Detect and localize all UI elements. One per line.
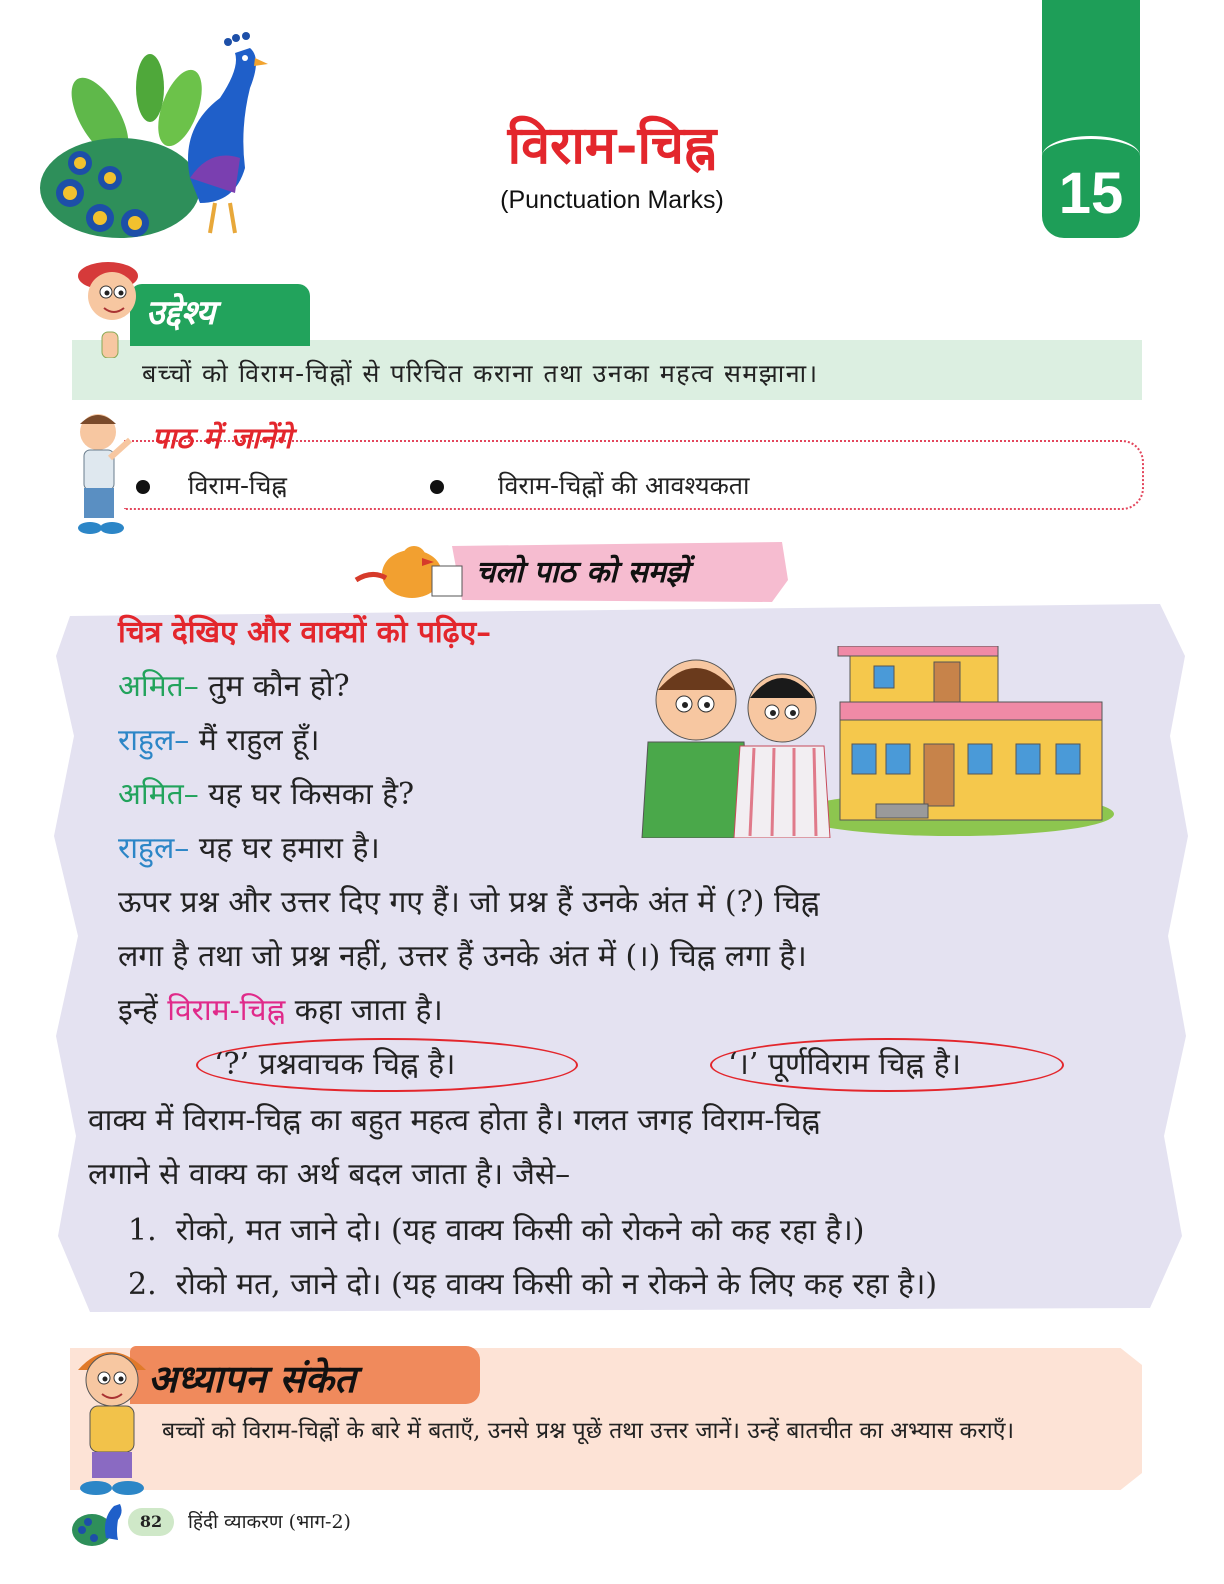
learn-item: विराम-चिह्न xyxy=(188,471,287,500)
understand-heading: चलो पाठ को समझें xyxy=(476,555,689,590)
paragraph-line xyxy=(118,988,443,1029)
teacher-note-boy-illustration xyxy=(70,1340,154,1496)
example-item xyxy=(128,1208,864,1249)
page-number: 82 xyxy=(139,1512,163,1531)
highlighted-term: विराम-चिह्न xyxy=(167,993,286,1028)
boy-mascot-illustration xyxy=(72,258,150,358)
dialogue-line xyxy=(118,664,350,705)
learn-heading: पाठ में जानेंगे xyxy=(152,421,292,455)
learn-item: विराम-चिह्नों की आवश्यकता xyxy=(498,471,750,500)
speaker-label: राहुल– xyxy=(118,723,190,758)
boys-and-house-illustration xyxy=(624,646,1114,838)
dialogue-text: मैं राहुल हूँ। xyxy=(198,723,320,758)
example-number: 2. xyxy=(128,1267,157,1302)
paragraph-line: वाक्य में विराम-चिह्न का बहुत महत्व होता है। गलत जगह विराम-चिह्न xyxy=(88,1103,821,1138)
dialogue-text: यह घर किसका है? xyxy=(208,777,415,812)
dialogue-text: यह घर हमारा है। xyxy=(198,831,380,866)
paragraph-line: ऊपर प्रश्न और उत्तर दिए गए हैं। जो प्रश्न हैं उनके अंत में (?) चिह्न xyxy=(118,885,820,920)
chapter-title: विराम-चिह्न xyxy=(507,115,717,176)
question-mark-note: ‘?’ प्रश्नवाचक चिह्न है। xyxy=(214,1047,456,1082)
footer-peacock-icon xyxy=(70,1494,130,1550)
objective-heading: उद्देश्य xyxy=(146,293,216,333)
objective-text: बच्चों को विराम-चिह्नों से परिचित कराना तथा उनका महत्व समझाना। xyxy=(142,359,819,388)
example-item xyxy=(128,1262,937,1303)
bullet-icon xyxy=(136,480,150,494)
pointing-boy-illustration xyxy=(70,410,132,538)
paragraph-line: लगाने से वाक्य का अर्थ बदल जाता है। जैसे– xyxy=(88,1157,571,1192)
paragraph-text: कहा जाता है। xyxy=(294,993,443,1028)
dialogue-line xyxy=(118,718,319,759)
paragraph-line: लगा है तथा जो प्रश्न नहीं, उत्तर हैं उनके अंत में (।) चिह्न लगा है। xyxy=(118,939,807,974)
lesson-instruction: चित्र देखिए और वाक्यों को पढ़िए– xyxy=(118,615,492,650)
full-stop-note: ‘।’ पूर्णविराम चिह्न है। xyxy=(728,1047,961,1082)
speaker-label: अमित– xyxy=(118,669,199,704)
speaker-label: राहुल– xyxy=(118,831,190,866)
example-number: 1. xyxy=(128,1213,157,1248)
chapter-subtitle: (Punctuation Marks) xyxy=(500,186,724,214)
dialogue-line xyxy=(118,772,414,813)
chapter-number: 15 xyxy=(1058,161,1124,226)
teaching-note-heading: अध्यापन संकेत xyxy=(148,1356,356,1401)
footer-book-title: हिंदी व्याकरण (भाग-2) xyxy=(188,1511,351,1533)
dialogue-text: तुम कौन हो? xyxy=(208,669,350,704)
example-text: रोको, मत जाने दो। (यह वाक्य किसी को रोकने को कह रहा है।) xyxy=(175,1213,865,1248)
example-text: रोको मत, जाने दो। (यह वाक्य किसी को न रोकने के लिए कह रहा है।) xyxy=(175,1267,938,1302)
paragraph-text: इन्हें xyxy=(118,993,158,1028)
speaker-label: अमित– xyxy=(118,777,199,812)
dialogue-line xyxy=(118,826,380,867)
teaching-note-text: बच्चों को विराम-चिह्नों के बारे में बताएँ, उनसे प्रश्न पूछें तथा उत्तर जानें। उन्हें बातचीत का अभ्यास कराएँ। xyxy=(162,1418,1015,1444)
bullet-icon xyxy=(430,480,444,494)
chapter-number-tab xyxy=(1042,0,1140,238)
